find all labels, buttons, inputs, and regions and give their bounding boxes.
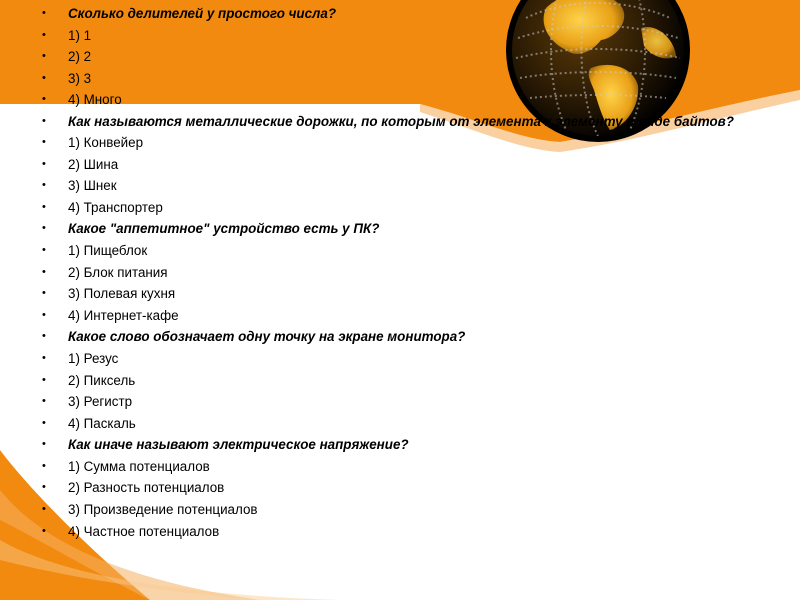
bullet: • [42, 373, 46, 386]
answer-text: 2) Шина [68, 156, 119, 172]
answer-item [42, 89, 758, 111]
question-item [42, 3, 758, 25]
bullet: • [42, 524, 46, 537]
question-text: Какое "аппетитное" устройство есть у ПК? [68, 221, 380, 237]
answer-text: 1) Сумма потенциалов [68, 458, 210, 474]
bullet: • [42, 157, 46, 170]
answer-text: 4) Интернет-кафе [68, 307, 179, 323]
answer-item [42, 521, 758, 543]
answer-item [42, 240, 758, 262]
bullet: • [42, 265, 46, 278]
bullet: • [42, 114, 46, 127]
answer-item [42, 391, 758, 413]
question-text: Сколько делителей у простого числа? [68, 6, 337, 21]
answer-text: 1) Пищеблок [68, 242, 148, 258]
bullet: • [42, 222, 46, 235]
bullet: • [42, 481, 46, 494]
answer-text: 1) Резус [68, 350, 119, 366]
bullet: • [42, 330, 46, 343]
answer-item [42, 197, 758, 219]
bullet: • [42, 438, 46, 451]
answer-item [42, 370, 758, 392]
bullet: • [42, 50, 46, 63]
answer-item [42, 132, 758, 154]
answer-item [42, 456, 758, 478]
answer-text: 3) Шнек [68, 178, 117, 194]
bullet: • [42, 71, 46, 84]
bullet: • [42, 503, 46, 516]
answer-item [42, 305, 758, 327]
answer-item [42, 175, 758, 197]
answer-item [42, 348, 758, 370]
bullet: • [42, 93, 46, 106]
question-item [42, 326, 758, 348]
bullet: • [42, 416, 46, 429]
bullet: • [42, 287, 46, 300]
answer-text: 2) Пиксель [68, 372, 136, 388]
answer-item [42, 477, 758, 499]
bullet: • [42, 7, 46, 19]
bullet: • [42, 243, 46, 256]
answer-item [42, 283, 758, 305]
bullet: • [42, 308, 46, 321]
answer-text: 3) Произведение потенциалов [68, 502, 258, 518]
bullet: • [42, 351, 46, 364]
answer-text: 4) Транспортер [68, 199, 163, 215]
answer-text: 2) Разность потенциалов [68, 480, 225, 496]
question-item [42, 434, 758, 456]
answer-item [42, 25, 758, 47]
answer-item [42, 68, 758, 90]
answer-text: 3) 3 [68, 70, 92, 86]
quiz-list [42, 3, 758, 542]
question-text: Какое слово обозначает одну точку на экране монитора? [68, 329, 466, 345]
answer-item [42, 262, 758, 284]
answer-text: 4) Паскаль [68, 415, 136, 431]
question-item [42, 111, 758, 132]
answer-text: 1) Конвейер [68, 134, 144, 150]
question-text: Как иначе называют электрическое напряжение? [68, 437, 409, 453]
answer-text: 2) Блок питания [68, 264, 168, 280]
bullet: • [42, 200, 46, 213]
answer-text: 4) Частное потенциалов [68, 523, 220, 539]
bullet: • [42, 459, 46, 472]
answer-text: 4) Много [68, 92, 122, 108]
bullet: • [42, 135, 46, 148]
question-text: Как называются металлические дорожки, по которым от элемента к элементу в виде байтов? [68, 113, 734, 129]
answer-text: 3) Полевая кухня [68, 286, 176, 302]
question-item [42, 218, 758, 240]
bullet: • [42, 395, 46, 408]
answer-item [42, 46, 758, 68]
bullet: • [42, 179, 46, 192]
answer-item [42, 413, 758, 435]
answer-item [42, 154, 758, 176]
answer-item [42, 499, 758, 521]
answer-text: 2) 2 [68, 49, 92, 65]
bullet: • [42, 28, 46, 41]
answer-text: 3) Регистр [68, 394, 133, 410]
answer-text: 1) 1 [68, 27, 92, 43]
